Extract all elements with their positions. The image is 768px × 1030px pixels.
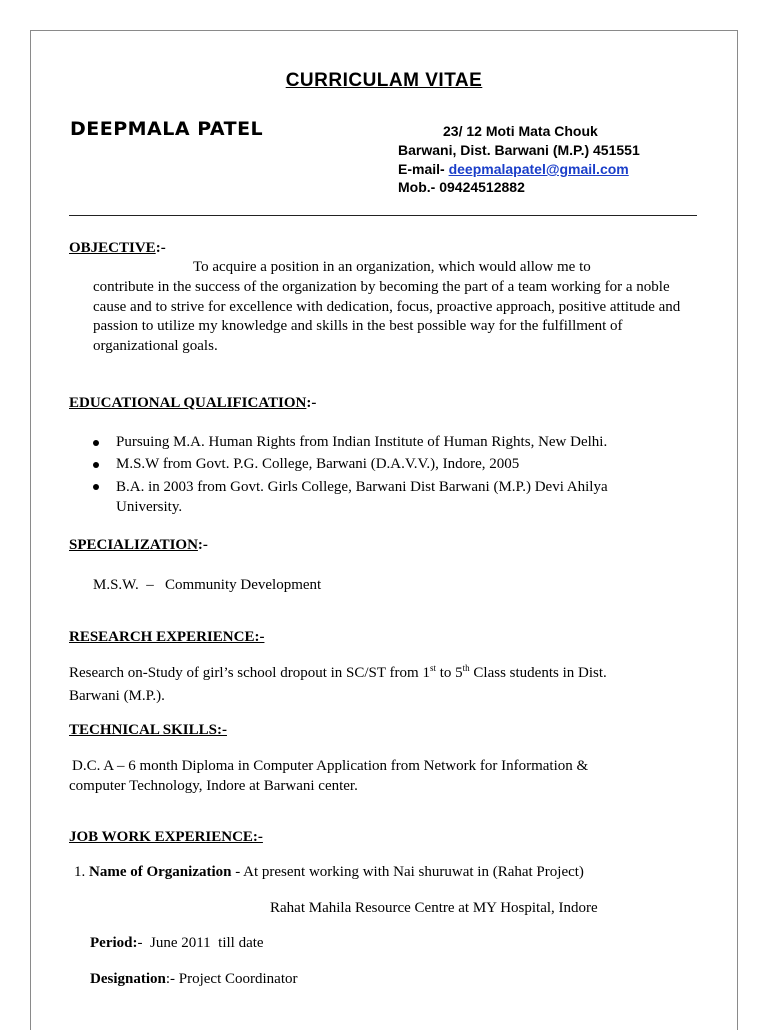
- header-divider: [69, 215, 697, 216]
- designation-value: :- Project Coordinator: [165, 971, 298, 987]
- period-label: Period:: [90, 935, 138, 951]
- bullet-icon: [93, 440, 99, 446]
- technical-text-line-1: D.C. A – 6 month Diploma in Computer Application from Network for Information &: [72, 758, 589, 774]
- job-org-line-2: Rahat Mahila Resource Centre at MY Hospital, Indore: [270, 900, 598, 916]
- research-text-line-2: Barwani (M.P.).: [69, 688, 165, 704]
- email-label: E-mail-: [398, 161, 445, 177]
- technical-heading: TECHNICAL SKILLS:-: [69, 722, 227, 738]
- research-text-line-1: Research on-Study of girl’s school dropout in SC/ST from 1st to 5th Class students in Dist.: [69, 663, 607, 681]
- document-title: CURRICULAM VITAE: [285, 70, 483, 91]
- specialization-heading: SPECIALIZATION:-: [69, 537, 208, 553]
- period-value: - June 2011 till date: [137, 935, 264, 951]
- mobile-line: [398, 179, 525, 195]
- candidate-name: DEEPMALA PATEL: [70, 118, 264, 140]
- research-heading: RESEARCH EXPERIENCE:-: [69, 629, 265, 645]
- objective-heading: OBJECTIVE:-: [69, 240, 166, 256]
- technical-text-line-2: computer Technology, Indore at Barwani center.: [69, 778, 358, 794]
- specialization-text: M.S.W. – Community Development: [93, 577, 322, 593]
- education-item-3: B.A. in 2003 from Govt. Girls College, Barwani Dist Barwani (M.P.) Devi Ahilya University.: [116, 479, 608, 515]
- address-line-1: 23/ 12 Moti Mata Chouk: [443, 123, 598, 139]
- job-period-line: [90, 935, 264, 952]
- job-org-line: 1. Name of Organization - At present working with Nai shuruwat in (Rahat Project): [74, 864, 584, 880]
- org-value: At present working with Nai shuruwat in (Rahat Project): [243, 864, 584, 880]
- bullet-icon: [93, 484, 99, 490]
- address-line-2: Barwani, Dist. Barwani (M.P.) 451551: [398, 142, 640, 158]
- objective-text-rest: contribute in the success of the organization by becoming the part of a team working for a noble cause and to strive for excellence with dedication, focus, proactive approach, positive attitude and passion to utilize my knowledge and skills in the best possible way for the fulfillment of organizational goals.: [93, 279, 681, 354]
- email-link[interactable]: deepmalapatel@gmail.com: [448, 161, 629, 177]
- bullet-icon: [93, 462, 99, 468]
- education-item-2: M.S.W from Govt. P.G. College, Barwani (D.A.V.V.), Indore, 2005: [116, 456, 520, 472]
- mobile-label: Mob.-: [398, 179, 436, 195]
- job-heading: JOB WORK EXPERIENCE:-: [69, 829, 263, 845]
- designation-label: Designation: [90, 971, 166, 987]
- education-heading: EDUCATIONAL QUALIFICATION:-: [69, 395, 317, 411]
- education-item-1: Pursuing M.A. Human Rights from Indian Institute of Human Rights, New Delhi.: [116, 434, 608, 450]
- mobile-number: 09424512882: [439, 179, 525, 195]
- org-label: Name of Organization: [89, 864, 232, 880]
- job-designation-line: [90, 971, 297, 988]
- objective-text-first: To acquire a position in an organization, which would allow me to: [193, 259, 591, 275]
- email-line: [398, 161, 629, 177]
